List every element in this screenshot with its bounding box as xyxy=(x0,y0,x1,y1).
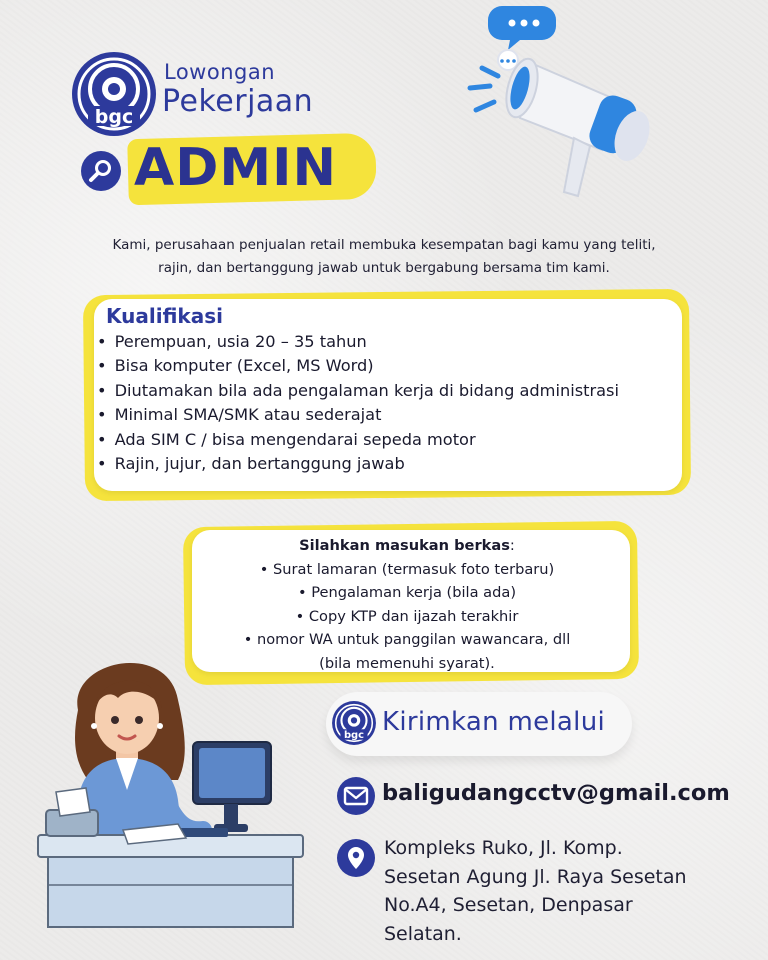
address-line: Sesetan Agung Jl. Raya Sesetan xyxy=(384,865,687,888)
list-item: (bila memenuhi syarat). xyxy=(319,654,495,672)
admin-woman-illustration xyxy=(28,640,313,940)
mail-icon xyxy=(336,776,376,816)
list-item: • Rajin, jujur, dan bertanggung jawab xyxy=(97,452,687,476)
list-item: • Minimal SMA/SMK atau sederajat xyxy=(97,403,687,427)
intro-text xyxy=(60,234,708,280)
intro-line2: rajin, dan bertanggung jawab untuk bergabung bersama tim kami. xyxy=(158,260,610,276)
logo-text: bgc xyxy=(343,730,365,742)
bgc-logo-icon xyxy=(70,50,158,138)
address-line: Kompleks Ruko, Jl. Komp. xyxy=(384,837,623,859)
intro-line1: Kami, perusahaan penjualan retail membuka kesempatan bagi kamu yang teliti, xyxy=(112,237,656,253)
heading-line2: Pekerjaan xyxy=(162,84,314,119)
documents-title: Silahkan masukan berkas xyxy=(299,537,510,554)
heading-line1: Lowongan xyxy=(164,60,276,84)
location-pin-icon xyxy=(336,838,376,878)
list-item: • Perempuan, usia 20 – 35 tahun xyxy=(97,330,687,354)
send-via-label: Kirimkan melalui xyxy=(382,707,605,737)
list-item: • Pengalaman kerja (bila ada) xyxy=(297,584,517,601)
list-item: • Diutamakan bila ada pengalaman kerja di bidang administrasi xyxy=(97,379,687,403)
search-icon xyxy=(80,150,122,192)
bgc-logo-icon xyxy=(331,700,377,746)
list-item: • Bisa komputer (Excel, MS Word) xyxy=(97,354,687,378)
address xyxy=(384,834,744,948)
position-title: ADMIN xyxy=(134,138,338,198)
qualifications-title: Kualifikasi xyxy=(106,304,223,328)
qualifications-list xyxy=(97,330,687,476)
email-address[interactable]: baligudangcctv@gmail.com xyxy=(382,780,730,806)
list-item: • Ada SIM C / bisa mengendarai sepeda motor xyxy=(97,428,687,452)
list-item: • Surat lamaran (termasuk foto terbaru) xyxy=(259,560,555,578)
list-item: • nomor WA untuk panggilan wawancara, dll xyxy=(243,631,571,648)
documents-title-suffix: : xyxy=(509,537,515,554)
megaphone-icon xyxy=(462,0,667,205)
address-line: No.A4, Sesetan, Denpasar xyxy=(384,894,633,916)
chat-bubble-icon xyxy=(488,6,556,50)
address-line: Selatan. xyxy=(384,922,462,945)
logo-text: bgc xyxy=(94,106,134,128)
list-item: • Copy KTP dan ijazah terakhir xyxy=(295,607,519,625)
